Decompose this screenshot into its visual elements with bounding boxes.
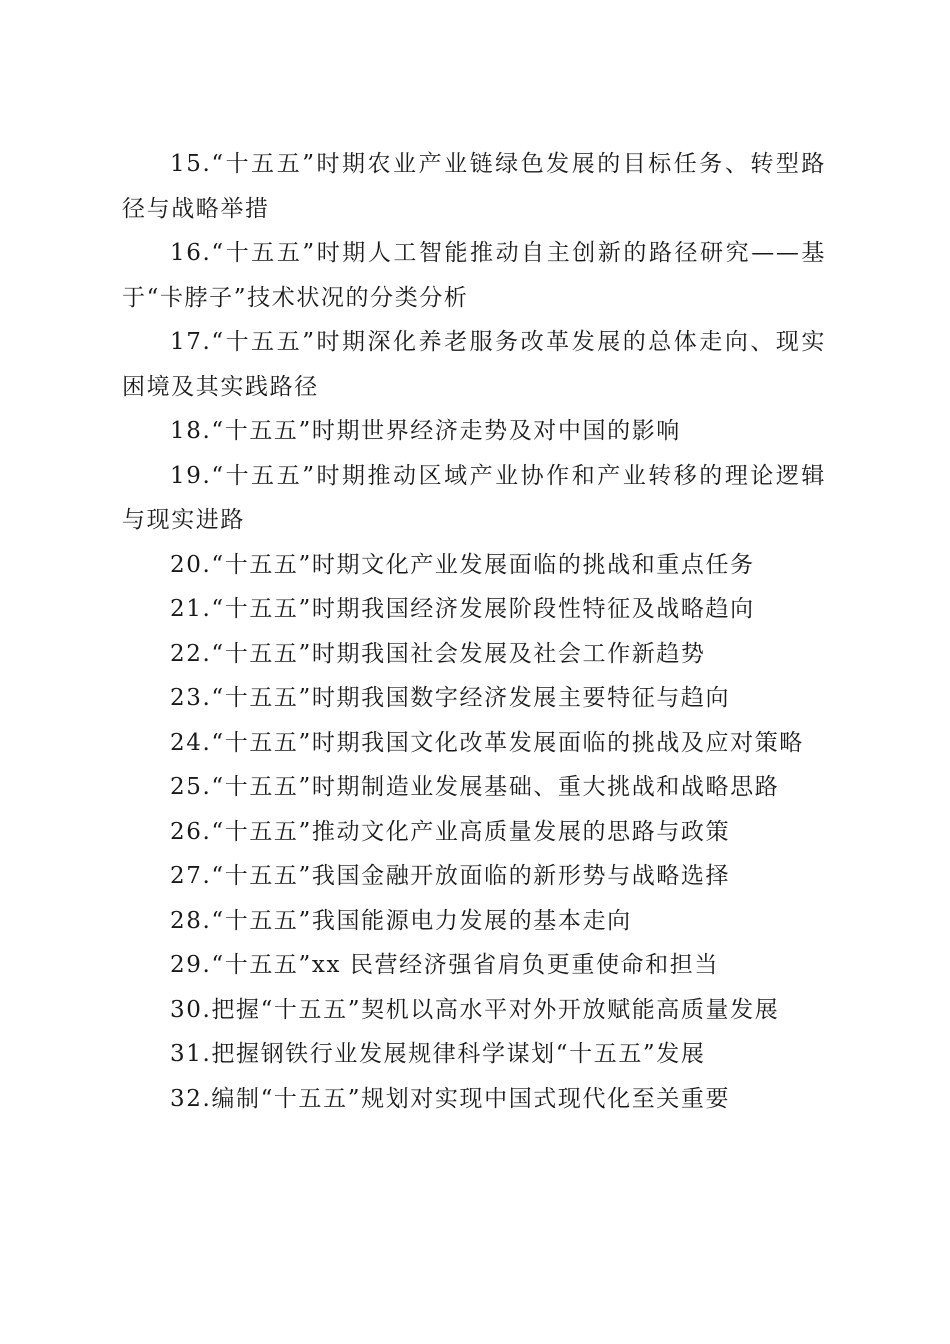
list-item: 20.“十五五”时期文化产业发展面临的挑战和重点任务 (170, 551, 755, 578)
list-item: 23.“十五五”时期我国数字经济发展主要特征与趋向 (170, 685, 731, 711)
list-item: 21.“十五五”时期我国经济发展阶段性特征及战略趋向 (170, 596, 755, 622)
list-item: 27.“十五五”我国金融开放面临的新形势与战略选择 (170, 863, 731, 889)
list-item: 22.“十五五”时期我国社会发展及社会工作新趋势 (170, 640, 706, 667)
list-item: 28.“十五五”我国能源电力发展的基本走向 (170, 907, 632, 934)
list-item: 29.“十五五”xx 民营经济强省肩负更重使命和担当 (170, 952, 719, 978)
list-item: 19.“十五五”时期推动区域产业协作和产业转移的理论逻辑与现实进路 (122, 462, 826, 533)
topic-list (122, 142, 826, 1121)
list-item: 26.“十五五”推动文化产业高质量发展的思路与政策 (170, 818, 731, 845)
list-item: 16.“十五五”时期人工智能推动自主创新的路径研究——基于“卡脖子”技术状况的分类分析 (122, 240, 826, 311)
list-item: 15.“十五五”时期农业产业链绿色发展的目标任务、转型路径与战略举措 (122, 151, 826, 222)
list-item: 32.编制“十五五”规划对实现中国式现代化至关重要 (170, 1085, 731, 1112)
list-item: 17.“十五五”时期深化养老服务改革发展的总体走向、现实困境及其实践路径 (122, 329, 826, 400)
list-item: 24.“十五五”时期我国文化改革发展面临的挑战及应对策略 (170, 729, 804, 756)
list-item: 18.“十五五”时期世界经济走势及对中国的影响 (170, 418, 681, 444)
list-item: 30.把握“十五五”契机以高水平对外开放赋能高质量发展 (170, 996, 780, 1023)
list-item: 25.“十五五”时期制造业发展基础、重大挑战和战略思路 (170, 774, 780, 800)
list-item: 31.把握钢铁行业发展规律科学谋划“十五五”发展 (170, 1041, 706, 1067)
